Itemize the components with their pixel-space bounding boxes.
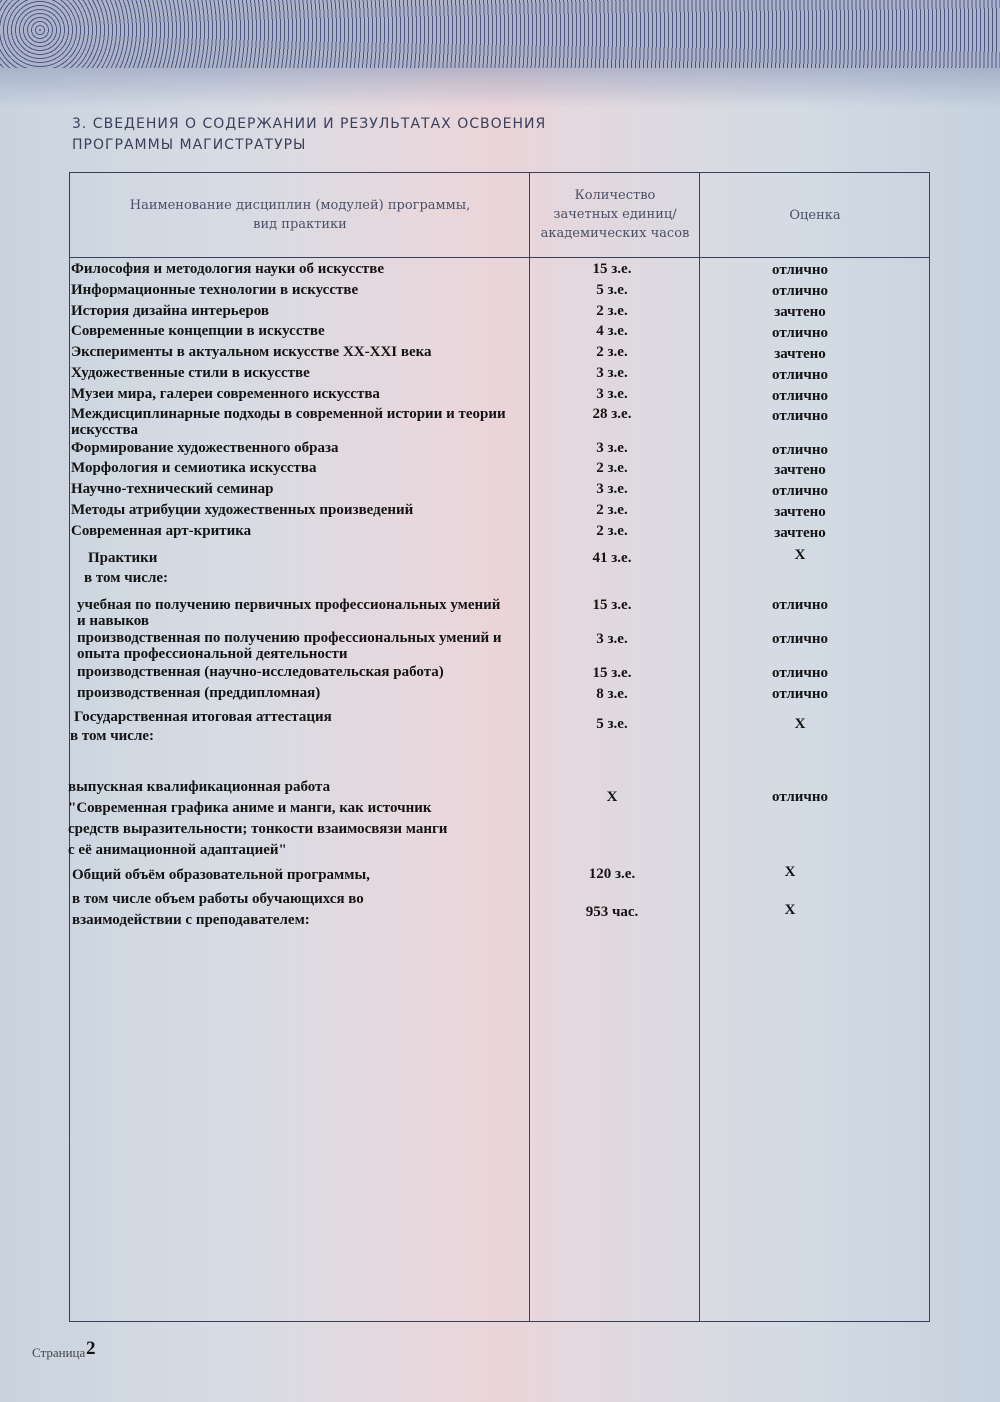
row-grade: зачтено	[774, 525, 826, 541]
row-grade: Х	[784, 902, 796, 918]
row-name: Информационные технологии в искусстве	[71, 282, 359, 298]
column-divider-1	[529, 172, 530, 1322]
row-credits: 5 з.е.	[596, 282, 628, 298]
page-number: 2	[86, 1338, 96, 1359]
row-sub: в том числе:	[70, 728, 155, 744]
row-name: Философия и методология науки об искусстве	[71, 261, 384, 277]
row-credits: 28 з.е.	[592, 406, 632, 422]
section-title-line-1: 3. СВЕДЕНИЯ О СОДЕРЖАНИИ И РЕЗУЛЬТАТАХ ОСВОЕНИЯ	[72, 116, 547, 132]
row-grade: отлично	[772, 442, 828, 458]
row-credits: 15 з.е.	[592, 665, 632, 681]
row-credits: 8 з.е.	[596, 686, 628, 702]
row-name: Современная арт-критика	[71, 523, 252, 539]
row-name: Научно-технический семинар	[71, 481, 274, 497]
row-grade: отлично	[772, 367, 828, 383]
row-grade: отлично	[772, 686, 828, 702]
row-grade: отлично	[772, 789, 828, 805]
row-grade: зачтено	[774, 304, 826, 320]
row-grade: зачтено	[774, 346, 826, 362]
row-name: Общий объём образовательной программы,	[72, 867, 370, 883]
row-name: выпускная квалификационная работа	[68, 779, 331, 795]
row-grade: отлично	[772, 597, 828, 613]
row-grade: отлично	[772, 631, 828, 647]
row-credits: 2 з.е.	[596, 344, 628, 360]
column-header-credits: Количество зачетных единиц/ академических часов	[540, 188, 690, 241]
column-divider-2	[699, 172, 700, 1322]
thesis-block	[68, 777, 518, 861]
row-name: Музеи мира, галереи современного искусства	[71, 386, 380, 402]
row-name: Государственная итоговая аттестация	[74, 709, 332, 725]
row-name: производственная (преддипломная)	[77, 685, 321, 701]
section-title-line-2: ПРОГРАММЫ МАГИСТРАТУРЫ	[72, 137, 307, 153]
page-label: Страница	[32, 1345, 86, 1360]
thesis-title-line-2: средств выразительности; тонкости взаимосвязи манги	[68, 821, 448, 837]
row-name: Художественные стили в искусстве	[71, 365, 310, 381]
row-name: Современные концепции в искусстве	[71, 323, 325, 339]
row-credits: 3 з.е.	[596, 481, 628, 497]
row-credits: 2 з.е.	[596, 502, 628, 518]
row-name: Эксперименты в актуальном искусстве XX-XXI века	[71, 344, 432, 360]
row-grade: отлично	[772, 408, 828, 424]
row-name: в том числе объем работы обучающихся во взаимодействии с преподавателем:	[72, 891, 364, 928]
row-name: Методы атрибуции художественных произведений	[71, 502, 414, 518]
row-credits: 3 з.е.	[596, 440, 628, 456]
row-name: Морфология и семиотика искусства	[71, 460, 317, 476]
security-pattern-fade	[0, 68, 1000, 108]
row-grade: зачтено	[774, 462, 826, 478]
row-credits: 4 з.е.	[596, 323, 628, 339]
row-grade: Х	[784, 864, 796, 880]
row-credits: Х	[606, 789, 618, 805]
row-credits: 953 час.	[585, 904, 639, 920]
thesis-title-line-1: "Современная графика аниме и манги, как источник	[68, 800, 432, 816]
row-grade: отлично	[772, 325, 828, 341]
row-sub: в том числе:	[84, 570, 169, 586]
thesis-title-line-3: с её анимационной адаптацией"	[68, 842, 287, 858]
header-divider	[69, 257, 930, 258]
row-grade: зачтено	[774, 504, 826, 520]
row-grade: отлично	[772, 388, 828, 404]
column-header-grade: Оценка	[789, 208, 841, 223]
row-grade: Х	[794, 716, 806, 732]
security-pattern-band	[0, 0, 1000, 68]
row-grade: отлично	[772, 262, 828, 278]
row-credits: 120 з.е.	[588, 866, 636, 882]
row-grade: отлично	[772, 665, 828, 681]
row-name: Междисциплинарные подходы в современной истории и теории искусства	[71, 406, 506, 438]
row-grade: отлично	[772, 283, 828, 299]
row-credits: 41 з.е.	[592, 550, 632, 566]
row-credits: 2 з.е.	[596, 460, 628, 476]
row-name: История дизайна интерьеров	[71, 303, 269, 319]
row-credits: 3 з.е.	[596, 365, 628, 381]
row-credits: 15 з.е.	[592, 261, 632, 277]
row-credits: 15 з.е.	[592, 597, 632, 613]
row-name: производственная по получению профессиональных умений и опыта профессиональной деятельности	[77, 630, 502, 662]
row-name: учебная по получению первичных профессиональных умений и навыков	[77, 597, 501, 629]
row-credits: 2 з.е.	[596, 523, 628, 539]
section-title	[72, 114, 546, 156]
row-credits: 5 з.е.	[596, 716, 628, 732]
column-header-name: Наименование дисциплин (модулей) программы, вид практики	[129, 198, 471, 232]
row-name: Практики	[88, 550, 158, 566]
row-grade: Х	[794, 547, 806, 563]
row-grade: отлично	[772, 483, 828, 499]
row-credits: 2 з.е.	[596, 303, 628, 319]
row-name: производственная (научно-исследовательская работа)	[77, 664, 444, 680]
row-name: Формирование художественного образа	[71, 440, 339, 456]
row-credits: 3 з.е.	[596, 631, 628, 647]
row-credits: 3 з.е.	[596, 386, 628, 402]
